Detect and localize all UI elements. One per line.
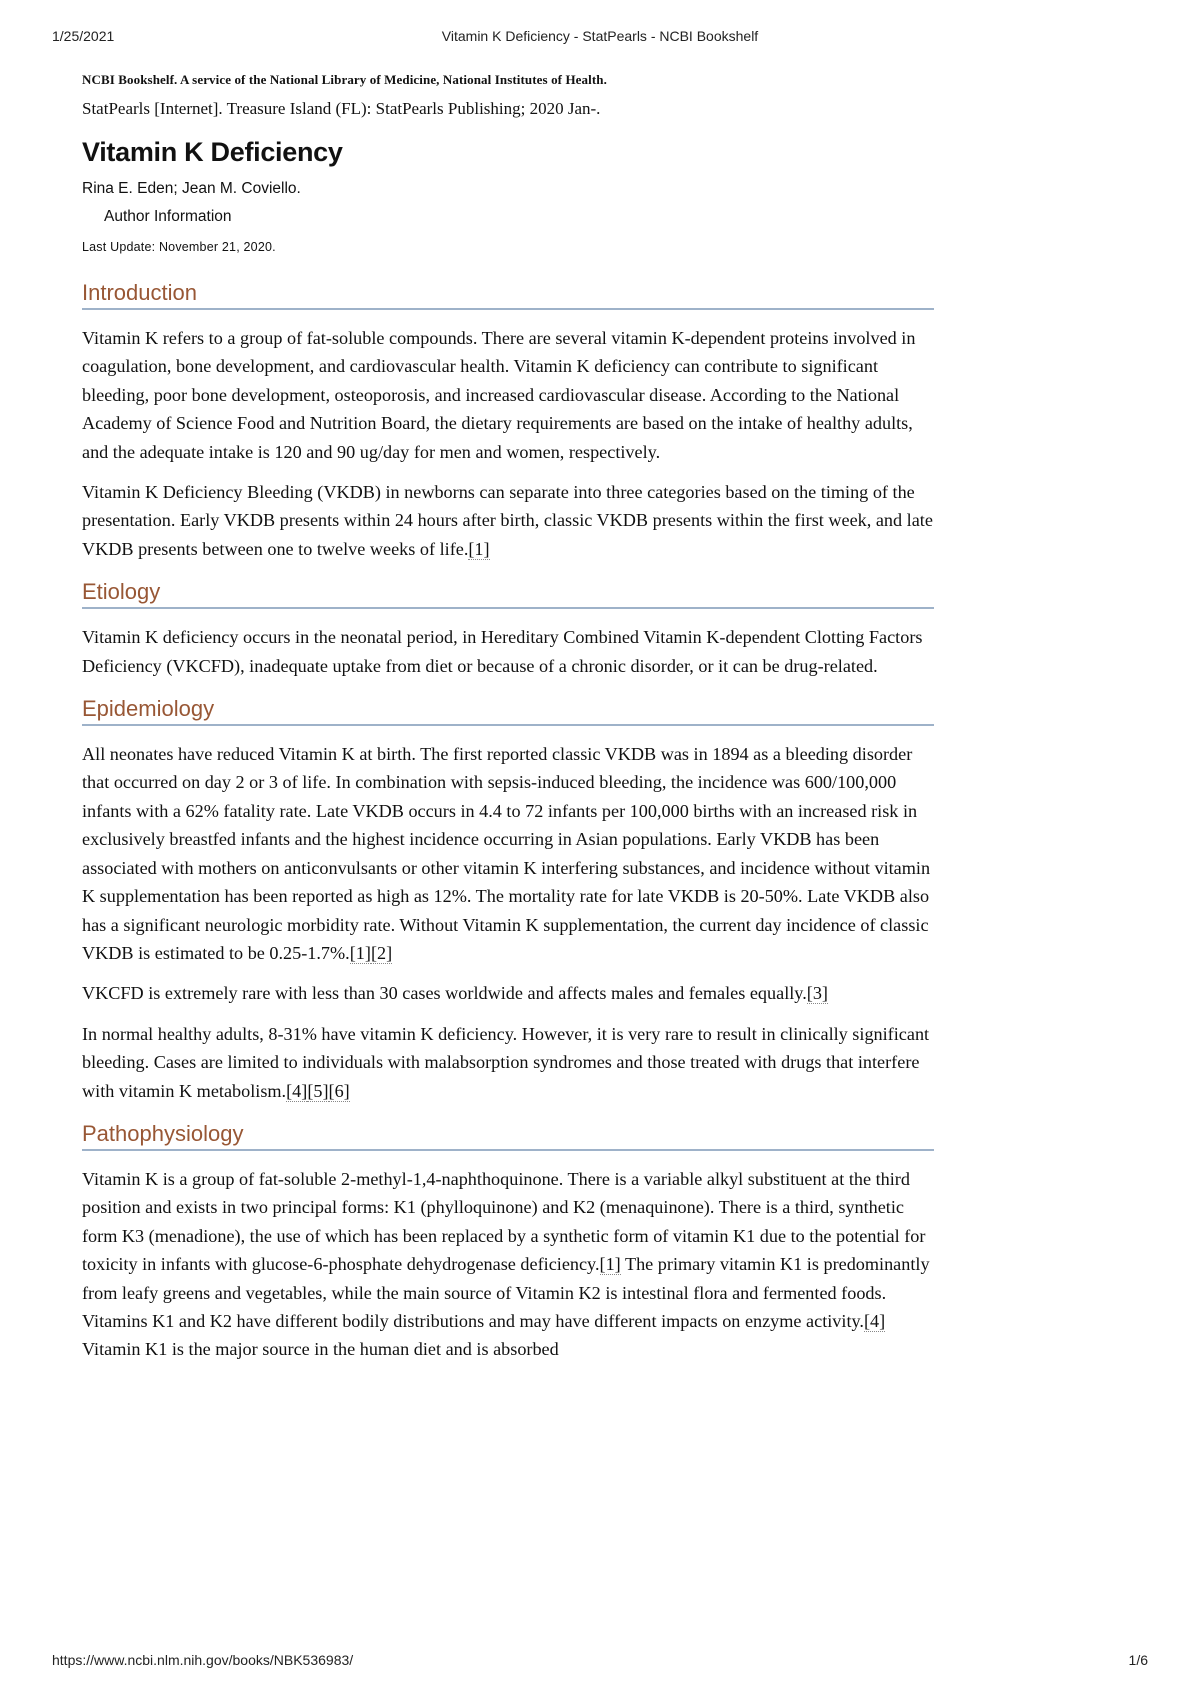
reference-link[interactable]: [1] bbox=[349, 942, 371, 963]
article-content bbox=[82, 72, 934, 1380]
section-heading: Epidemiology bbox=[82, 696, 934, 726]
citation: StatPearls [Internet]. Treasure Island (FL): StatPearls Publishing; 2020 Jan-. bbox=[82, 99, 601, 118]
print-footer bbox=[0, 1652, 1200, 1672]
paragraph-text: Vitamin K Deficiency Bleeding (VKDB) in newborns can separate into three categories based on the timing of the presentation. Early VKDB presents within 24 hours after birth, classic VKDB presents within the first week, and late VKDB presents between one to twelve weeks of life. bbox=[82, 482, 933, 559]
section-heading: Introduction bbox=[82, 280, 934, 310]
paragraph-text: The primary vitamin K1 is predominantly from leafy greens and vegetables, while the main source of Vitamin K2 is intestinal flora and fermented foods. Vitamins K1 and K2 have different bodily distributions and may have different impacts on enzyme activity. bbox=[82, 1254, 930, 1331]
paragraph bbox=[82, 740, 934, 967]
last-update: Last Update: November 21, 2020. bbox=[82, 240, 276, 254]
reference-link[interactable]: [1] bbox=[599, 1254, 621, 1275]
section-heading: Pathophysiology bbox=[82, 1121, 934, 1151]
authors: Rina E. Eden; Jean M. Coviello. bbox=[82, 180, 301, 197]
reference-link[interactable]: [1] bbox=[468, 538, 490, 559]
paragraph-text: VKCFD is extremely rare with less than 30 cases worldwide and affects males and females equally. bbox=[82, 983, 807, 1004]
section-heading: Etiology bbox=[82, 579, 934, 609]
reference-link[interactable]: [6] bbox=[328, 1080, 350, 1101]
paragraph bbox=[82, 324, 934, 466]
section-etiology bbox=[82, 579, 934, 680]
paragraph-text: In normal healthy adults, 8-31% have vitamin K deficiency. However, it is very rare to result in clinically significant bleeding. Cases are limited to individuals with malabsorption syndromes and those treated with drugs that interfere with vitamin K metabolism. bbox=[82, 1023, 930, 1101]
paragraph bbox=[82, 478, 934, 563]
section-introduction bbox=[82, 280, 934, 563]
section-pathophysiology bbox=[82, 1121, 934, 1364]
reference-link[interactable]: [4] bbox=[286, 1080, 308, 1101]
author-information-toggle[interactable]: Author Information bbox=[104, 208, 232, 225]
page-url: https://www.ncbi.nlm.nih.gov/books/NBK536983/ bbox=[52, 1652, 354, 1668]
paragraph-text: All neonates have reduced Vitamin K at birth. The first reported classic VKDB was in 1894 as a bleeding disorder that occurred on day 2 or 3 of life. In combination with sepsis-induced bleeding, the incidence was 600/100,000 infants with a 62% fatality rate. Late VKDB occurs in 4.4 to 72 infants per 100,000 births with an increased risk in exclusively breastfed infants and the highest incidence occurring in Asian populations. Early VKDB has been associated with mothers on anticonvulsants or other vitamin K interfering substances, and incidence without vitamin K supplementation has been reported as high as 12%. The mortality rate for late VKDB is 20-50%. Late VKDB also has a significant neurologic morbidity rate. Without Vitamin K supplementation, the current day incidence of classic VKDB is estimated to be 0.25-1.7%. bbox=[82, 744, 931, 963]
paragraph-text: Vitamin K deficiency occurs in the neonatal period, in Hereditary Combined Vitamin K-dependent Clotting Factors Deficiency (VKCFD), inadequate uptake from diet or because of a chronic disorder, or it can be drug-related. bbox=[82, 627, 923, 676]
reference-link[interactable]: [4] bbox=[863, 1310, 886, 1331]
paragraph bbox=[82, 1165, 934, 1364]
print-doc-title: Vitamin K Deficiency - StatPearls - NCBI Bookshelf bbox=[441, 28, 759, 44]
section-epidemiology bbox=[82, 696, 934, 1105]
reference-link[interactable]: [5] bbox=[307, 1080, 329, 1101]
paragraph-text: Vitamin K1 is the major source in the human diet and is absorbed bbox=[82, 1339, 559, 1360]
paragraph bbox=[82, 979, 934, 1007]
paragraph-text: Vitamin K refers to a group of fat-soluble compounds. There are several vitamin K-dependent proteins involved in coagulation, bone development, and cardiovascular health. Vitamin K deficiency can contribute to significant bleeding, poor bone development, osteoporosis, and increased cardiovascular disease. According to the National Academy of Science Food and Nutrition Board, the dietary requirements are based on the intake of healthy adults, and the adequate intake is 120 and 90 ug/day for men and women, respectively. bbox=[82, 328, 916, 462]
paragraph bbox=[82, 1020, 934, 1105]
reference-link[interactable]: [2] bbox=[370, 942, 393, 963]
ncbi-banner: NCBI Bookshelf. A service of the National Library of Medicine, National Institutes of Health. bbox=[82, 72, 607, 87]
page-title: Vitamin K Deficiency bbox=[82, 137, 343, 167]
reference-link[interactable]: [3] bbox=[806, 983, 828, 1004]
paragraph-text: Vitamin K is a group of fat-soluble 2-methyl-1,4-naphthoquinone. There is a variable alkyl substituent at the third position and exists in two principal forms: K1 (phylloquinone) and K2 (menaquinone). There is a third, synthetic form K3 (menadione), the use of which has been replaced by a synthetic form of vitamin K1 due to the potential for toxicity in infants with glucose-6-phosphate dehydrogenase deficiency. bbox=[82, 1168, 926, 1275]
page-number: 1/6 bbox=[1128, 1652, 1148, 1668]
paragraph bbox=[82, 623, 934, 680]
print-date: 1/25/2021 bbox=[52, 28, 115, 44]
print-header bbox=[0, 28, 1200, 48]
